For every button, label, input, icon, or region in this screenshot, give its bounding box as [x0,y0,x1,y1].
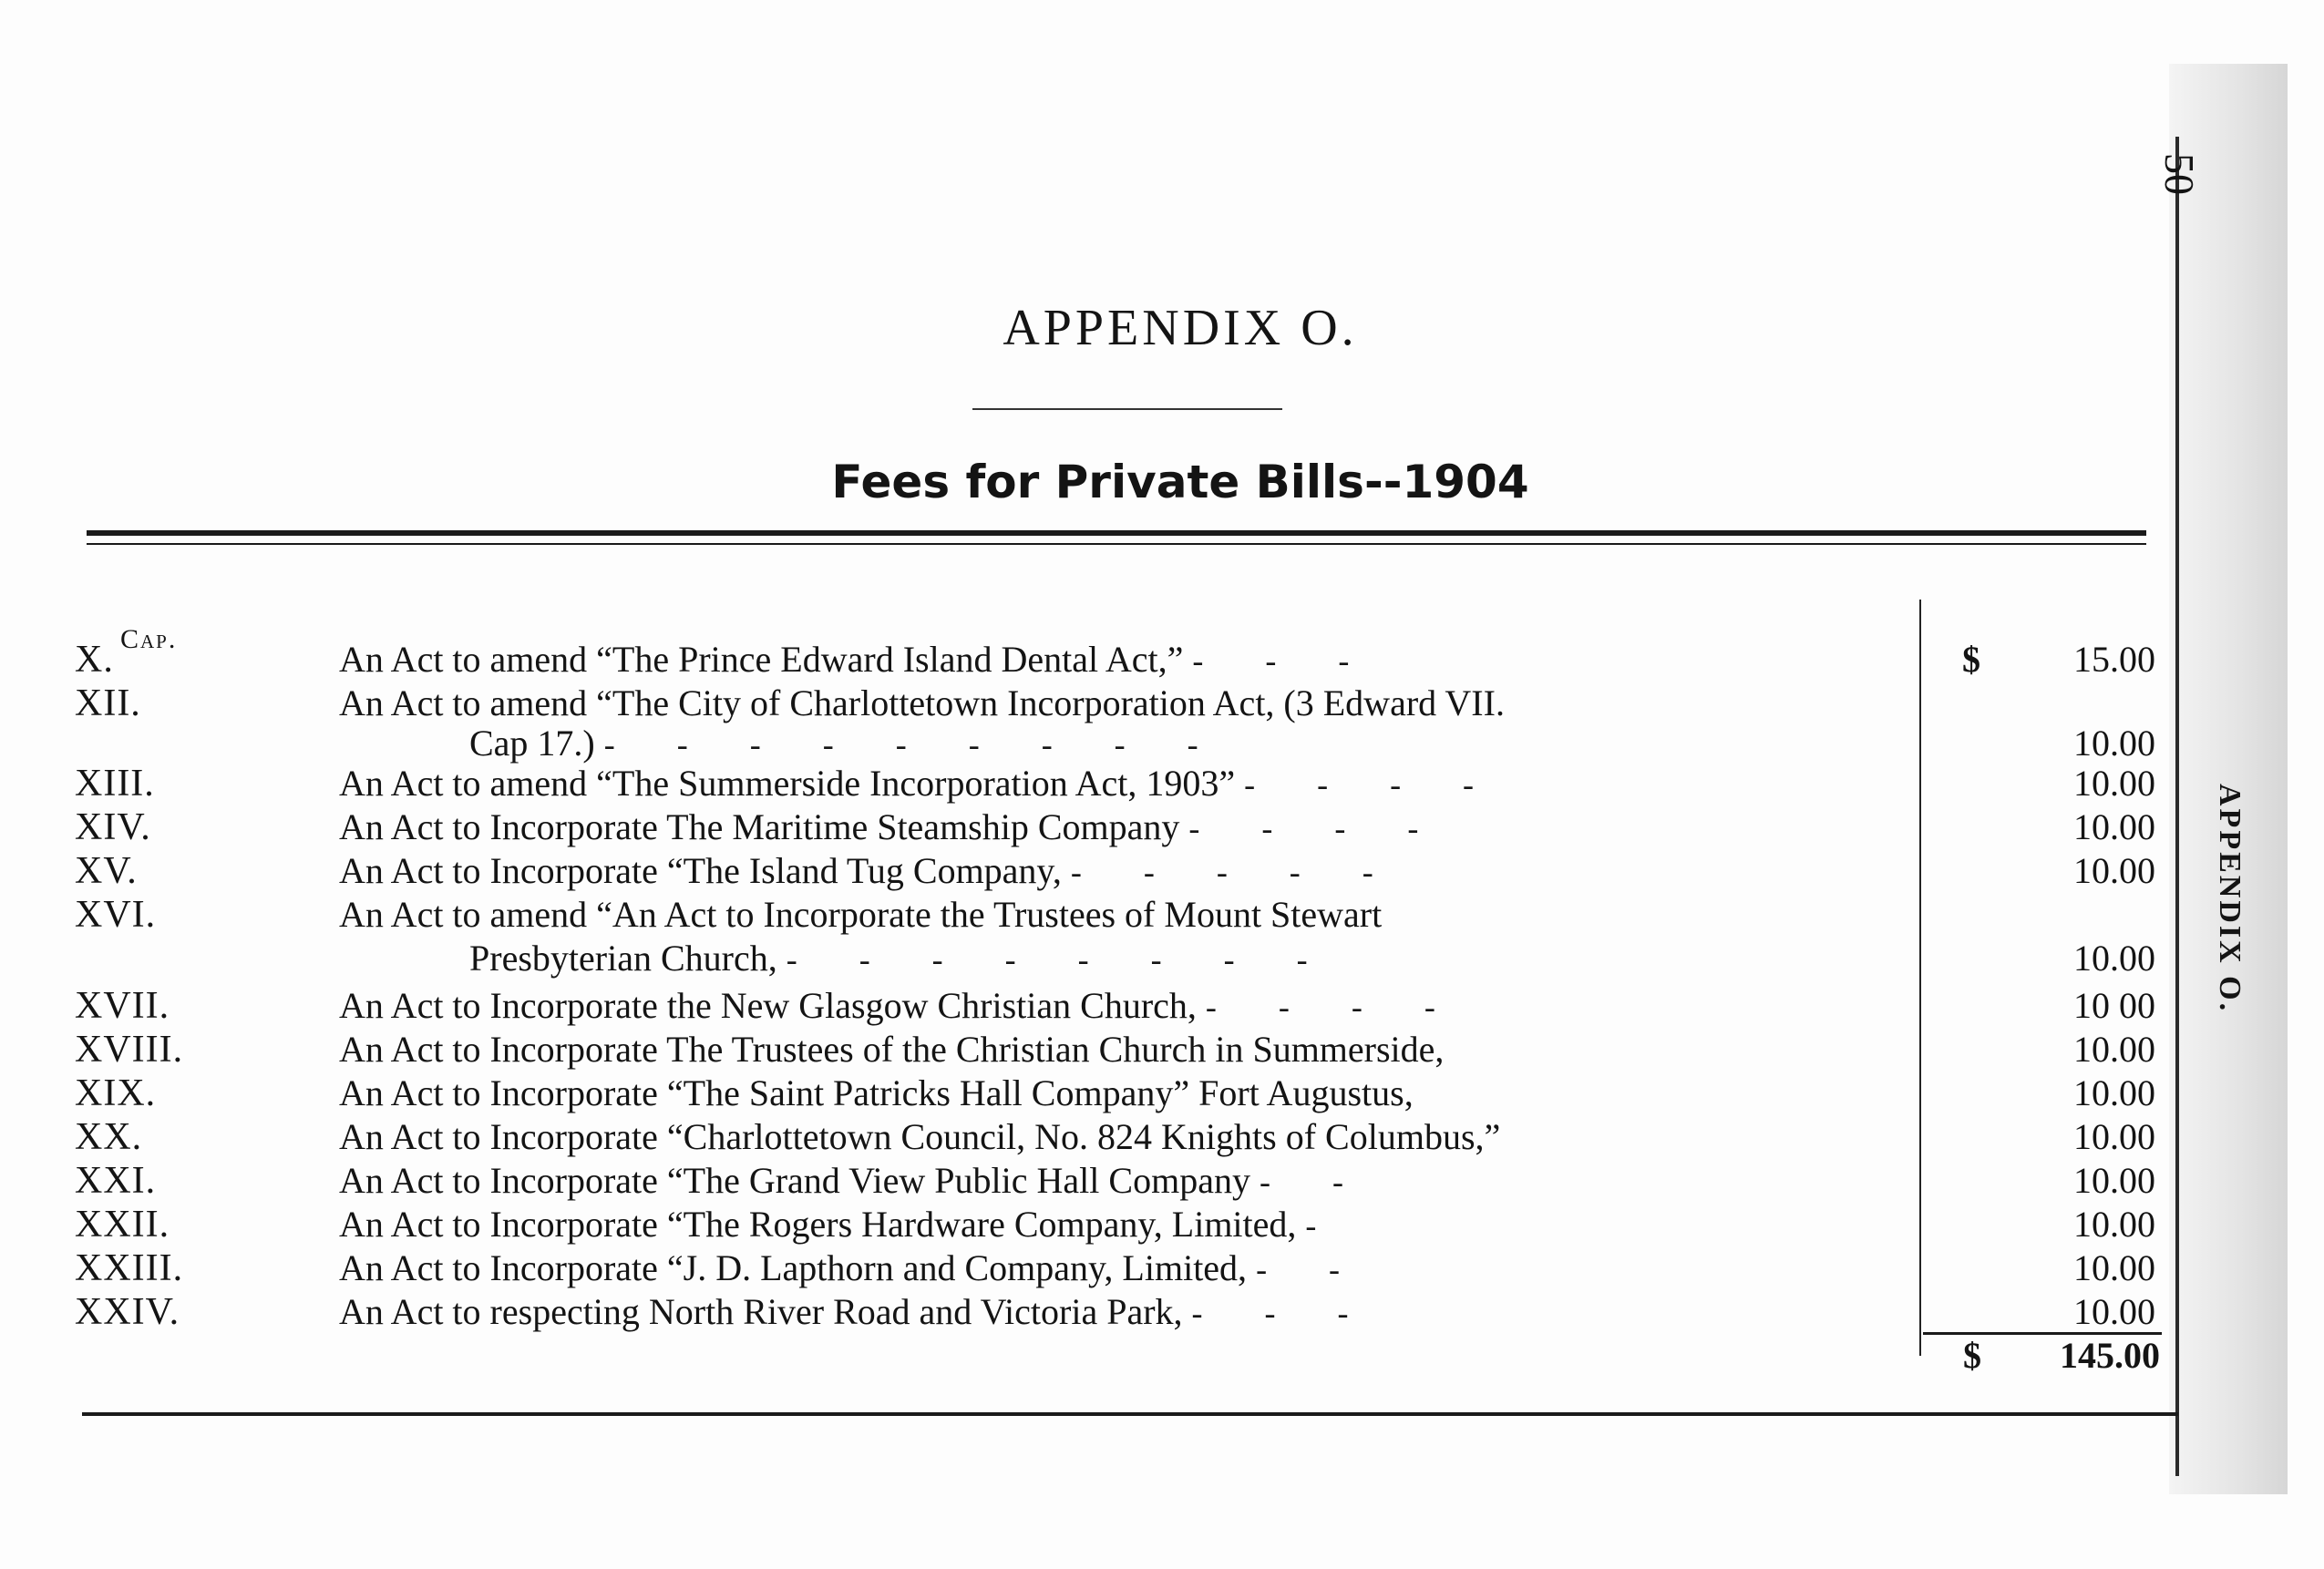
act-title [339,805,1420,850]
cap-number: XV. [75,850,138,892]
fee-amount: 10.00 [2073,1204,2155,1245]
cap-number: XX. [75,1116,143,1158]
table-row [0,984,2187,1028]
act-title-text: An Act to Incorporate “Charlottetown Council, No. 824 Knights of Columbus,” [339,1116,1501,1157]
table-row [0,762,2187,805]
act-title [339,1028,1444,1072]
fee-amount: 10.00 [2073,850,2155,891]
act-title-text: An Act to Incorporate “J. D. Lapthorn and Company, Limited, [339,1247,1248,1288]
table-row [0,682,2187,725]
act-title-text: An Act to Incorporate The Maritime Steamship Company [339,806,1180,847]
page-title: APPENDIX O. [1003,300,1358,356]
table-row [0,722,2187,765]
leader-dashes: - - - - - [1070,854,1375,890]
table-top-rule-thin [87,543,2146,545]
cap-number: XXI. [75,1160,157,1202]
table-bottom-rule [82,1412,2178,1416]
fee-amount: 10.00 [2073,763,2155,804]
act-title [339,638,1351,682]
cap-number: X. [75,639,114,681]
table-row [0,1290,2187,1334]
cap-number: XVIII. [75,1029,184,1071]
table-top-rule [87,530,2146,536]
leader-dashes: - - - [1192,642,1352,679]
fee-amount: 10.00 [2073,1160,2155,1201]
act-title-text: An Act to amend “The Prince Edward Island Dental Act,” [339,639,1184,680]
cap-number: XIX. [75,1072,157,1114]
cap-number: XII. [75,682,141,724]
leader-dashes: - - - - - - - - [786,941,1310,978]
act-title [339,1246,1342,1291]
act-title-text: An Act to Incorporate “The Grand View Public Hall Company [339,1160,1250,1201]
fee-amount: 15.00 [2073,639,2155,680]
title-divider [972,408,1282,410]
fee-amount: 10 00 [2073,985,2155,1026]
act-title [469,937,1310,981]
leader-dashes: - - [1259,1164,1345,1200]
leader-dashes: - - - - [1244,766,1476,803]
total-currency-symbol: $ [1963,1335,1981,1376]
act-title [339,984,1437,1029]
act-title-text: An Act to amend “The City of Charlottetown Incorporation Act, (3 Edward VII. [339,682,1505,723]
fee-amount: 10.00 [2073,1116,2155,1157]
act-title-text: Cap 17.) [469,723,595,764]
act-title [339,762,1476,806]
fee-amount: 10.00 [2073,938,2155,979]
table-row [0,805,2187,849]
page-number: 50 [2156,153,2203,195]
cap-number: XXIII. [75,1247,184,1289]
fee-amount: 10.00 [2073,1029,2155,1070]
act-title-text: An Act to Incorporate “The Island Tug Company, [339,850,1062,891]
cap-column-header: Cap. [120,624,178,654]
table-row [0,1159,2187,1203]
act-title-text: An Act to amend “The Summerside Incorporation Act, 1903” [339,763,1236,804]
act-title [339,893,1382,938]
leader-dashes: - - - - - - - - - [603,726,1200,763]
cap-number: XIII. [75,763,155,805]
act-title [339,1115,1500,1160]
total-amount: 145.00 [2060,1335,2160,1376]
fee-amount: 10.00 [2073,723,2155,764]
leader-dashes: - - [1256,1251,1342,1287]
act-title-text: An Act to amend “An Act to Incorporate the Trustees of Mount Stewart [339,894,1383,935]
currency-symbol: $ [1962,639,1980,680]
act-title [339,682,1505,726]
fee-amount: 10.00 [2073,1291,2155,1332]
leader-dashes: - - - - [1188,810,1421,846]
table-row [0,1028,2187,1072]
cap-number: XXII. [75,1204,170,1246]
act-title-text: An Act to Incorporate The Trustees of the Christian Church in Summerside, [339,1029,1445,1070]
act-title [339,849,1375,894]
act-title-text: Presbyterian Church, [469,938,777,979]
act-title-text: An Act to Incorporate “The Rogers Hardware Company, Limited, [339,1204,1297,1245]
act-title-text: An Act to Incorporate the New Glasgow Christian Church, [339,985,1197,1026]
fee-amount: 10.00 [2073,1247,2155,1288]
act-title-text: An Act to respecting North River Road and Victoria Park, [339,1291,1183,1332]
leader-dashes: - - - [1191,1295,1351,1331]
cap-number: XIV. [75,806,151,848]
leader-dashes: - [1305,1207,1319,1244]
leader-dashes: - - - - [1205,989,1437,1025]
act-title [339,1072,1414,1116]
running-head: APPENDIX O. [2213,784,2247,1014]
act-title [339,1203,1318,1247]
cap-number: XVI. [75,894,157,936]
total-row [1959,1333,2160,1379]
act-title [339,1290,1351,1335]
fee-amount: 10.00 [2073,806,2155,847]
table-row [0,1246,2187,1290]
fee-amount: 10.00 [2073,1072,2155,1113]
act-title-text: An Act to Incorporate “The Saint Patricks Hall Company” Fort Augustus, [339,1072,1414,1113]
table-row [0,1072,2187,1115]
table-row [0,937,2187,980]
table-row [0,893,2187,937]
page-subtitle: Fees for Private Bills--1904 [831,456,1529,508]
table-row [0,849,2187,893]
act-title [339,1159,1345,1204]
cap-number: XVII. [75,985,170,1027]
cap-number: XXIV. [75,1291,180,1333]
table-row [0,1115,2187,1159]
table-row [0,1203,2187,1246]
table-row [0,638,2187,682]
act-title [469,722,1200,766]
